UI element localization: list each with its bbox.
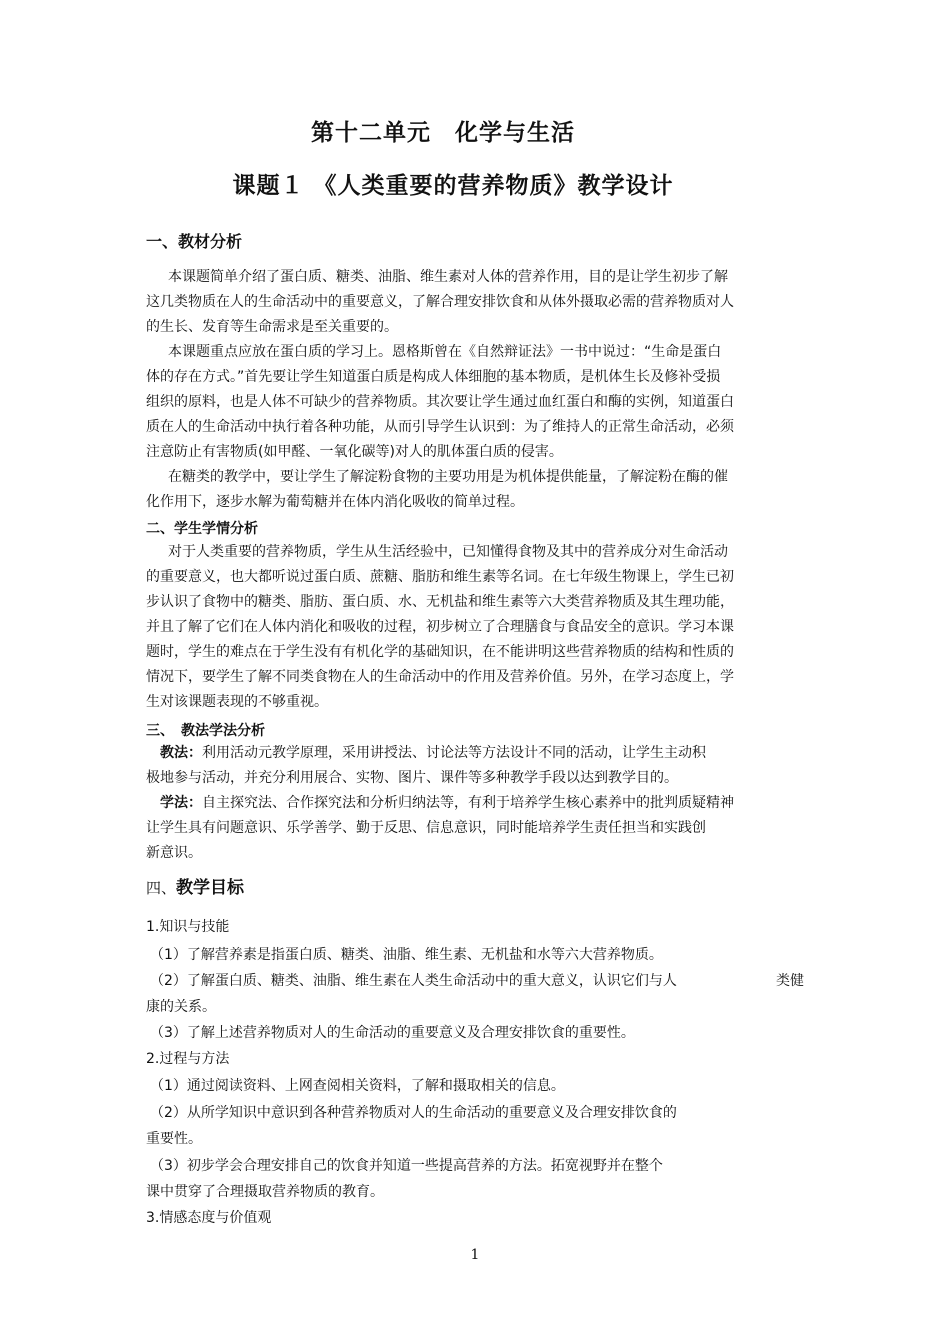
paragraph-line: 并且了解了它们在人体内消化和吸收的过程，初步树立了合理膳食与食品安全的意识。学习本课 bbox=[146, 619, 734, 635]
section-heading-student-analysis: 二、学生学情分析 bbox=[146, 521, 258, 537]
paragraph-line: 的生长、发育等生命需求是至关重要的。 bbox=[146, 319, 398, 335]
learn-method-label: 学法： bbox=[160, 795, 202, 811]
paragraph-line: 化作用下，逐步水解为葡萄糖并在体内消化吸收的简单过程。 bbox=[146, 494, 524, 510]
section-title: 教学目标 bbox=[176, 878, 245, 898]
goal-item: （2）了解蛋白质、糖类、油脂、维生素在人类生命活动中的重大意义，认识它们与人 bbox=[150, 973, 677, 989]
paragraph-line: 质在人的生命活动中执行着各种功能，从而引导学生认识到：为了维持人的正常生命活动，必须 bbox=[146, 419, 734, 435]
document-subtitle: 课题１ 《人类重要的营养物质》教学设计 bbox=[232, 173, 674, 199]
paragraph-line: 本课题重点应放在蛋白质的学习上。恩格斯曾在《自然辩证法》一书中说过：“生命是蛋白 bbox=[168, 344, 722, 360]
document-title: 第十二单元 化学与生活 bbox=[311, 120, 575, 146]
section-heading-teaching-method: 三、 教法学法分析 bbox=[146, 723, 265, 739]
goal-item: （3）了解上述营养物质对人的生命活动的重要意义及合理安排饮食的重要性。 bbox=[150, 1025, 635, 1041]
paragraph-line bbox=[160, 793, 734, 813]
page-number: 1 bbox=[470, 1247, 480, 1263]
learn-method-text: 自主探究法、合作探究法和分析归纳法等，有利于培养学生核心素养中的批判质疑精神 bbox=[202, 795, 734, 811]
section-heading-teaching-goals bbox=[146, 878, 244, 898]
paragraph-line: 体的存在方式。”首先要让学生知道蛋白质是构成人体细胞的基本物质，是机体生长及修补受损 bbox=[146, 369, 721, 385]
paragraph-line: 注意防止有害物质(如甲醛、一氧化碳等)对人的肌体蛋白质的侵害。 bbox=[146, 444, 563, 460]
paragraph-line: 情况下，要学生了解不同类食物在人的生命活动中的作用及营养价值。另外，在学习态度上，学 bbox=[146, 669, 734, 685]
goal-item: 课中贯穿了合理摄取营养物质的教育。 bbox=[146, 1184, 384, 1200]
goal-item: （2）从所学知识中意识到各种营养物质对人的生命活动的重要意义及合理安排饮食的 bbox=[150, 1105, 677, 1121]
paragraph-line: 新意识。 bbox=[146, 845, 202, 861]
paragraph-line: 的重要意义，也大都听说过蛋白质、蔗糖、脂肪和维生素等名词。在七年级生物课上，学生已初 bbox=[146, 569, 734, 585]
paragraph-line: 这几类物质在人的生命活动中的重要意义，了解合理安排饮食和从体外摄取必需的营养物质对人 bbox=[146, 294, 734, 310]
paragraph-line: 步认识了食物中的糖类、脂肪、蛋白质、水、无机盐和维生素等六大类营养物质及其生理功能， bbox=[146, 594, 734, 610]
paragraph-line: 生对该课题表现的不够重视。 bbox=[146, 694, 328, 710]
goal-item: 康的关系。 bbox=[146, 999, 216, 1015]
paragraph-line: 本课题简单介绍了蛋白质、糖类、油脂、维生素对人体的营养作用，目的是让学生初步了解 bbox=[168, 269, 728, 285]
goal-item: 重要性。 bbox=[146, 1131, 202, 1147]
goal-item: （3）初步学会合理安排自己的饮食并知道一些提高营养的方法。拓宽视野并在整个 bbox=[150, 1158, 663, 1174]
paragraph-line: 题时，学生的难点在于学生没有有机化学的基础知识，在不能讲明这些营养物质的结构和性质的 bbox=[146, 644, 734, 660]
goal-category: 3.情感态度与价值观 bbox=[146, 1210, 272, 1226]
paragraph-line: 对于人类重要的营养物质，学生从生活经验中，已知懂得食物及其中的营养成分对生命活动 bbox=[168, 544, 728, 560]
paragraph-line bbox=[160, 743, 706, 763]
paragraph-line: 组织的原料，也是人体不可缺少的营养物质。其次要让学生通过血红蛋白和酶的实例，知道蛋白 bbox=[146, 394, 734, 410]
section-number: 四、 bbox=[146, 879, 177, 897]
goal-item: （1）了解营养素是指蛋白质、糖类、油脂、维生素、无机盐和水等六大营养物质。 bbox=[150, 947, 663, 963]
paragraph-line: 让学生具有问题意识、乐学善学、勤于反思、信息意识，同时能培养学生责任担当和实践创 bbox=[146, 820, 706, 836]
section-heading-textbook-analysis: 一、教材分析 bbox=[146, 232, 243, 251]
goal-item: （1）通过阅读资料、上网查阅相关资料，了解和摄取相关的信息。 bbox=[150, 1078, 565, 1094]
teach-method-label: 教法： bbox=[160, 745, 202, 761]
paragraph-line: 极地参与活动，并充分利用展合、实物、图片、课件等多种教学手段以达到教学目的。 bbox=[146, 770, 678, 786]
goal-category: 1.知识与技能 bbox=[146, 919, 230, 935]
goal-item-continuation: 类健 bbox=[776, 973, 804, 989]
paragraph-line: 在糖类的教学中，要让学生了解淀粉食物的主要功用是为机体提供能量，了解淀粉在酶的催 bbox=[168, 469, 728, 485]
goal-category: 2.过程与方法 bbox=[146, 1051, 230, 1067]
teach-method-text: 利用活动元教学原理，采用讲授法、讨论法等方法设计不同的活动，让学生主动积 bbox=[202, 745, 706, 761]
